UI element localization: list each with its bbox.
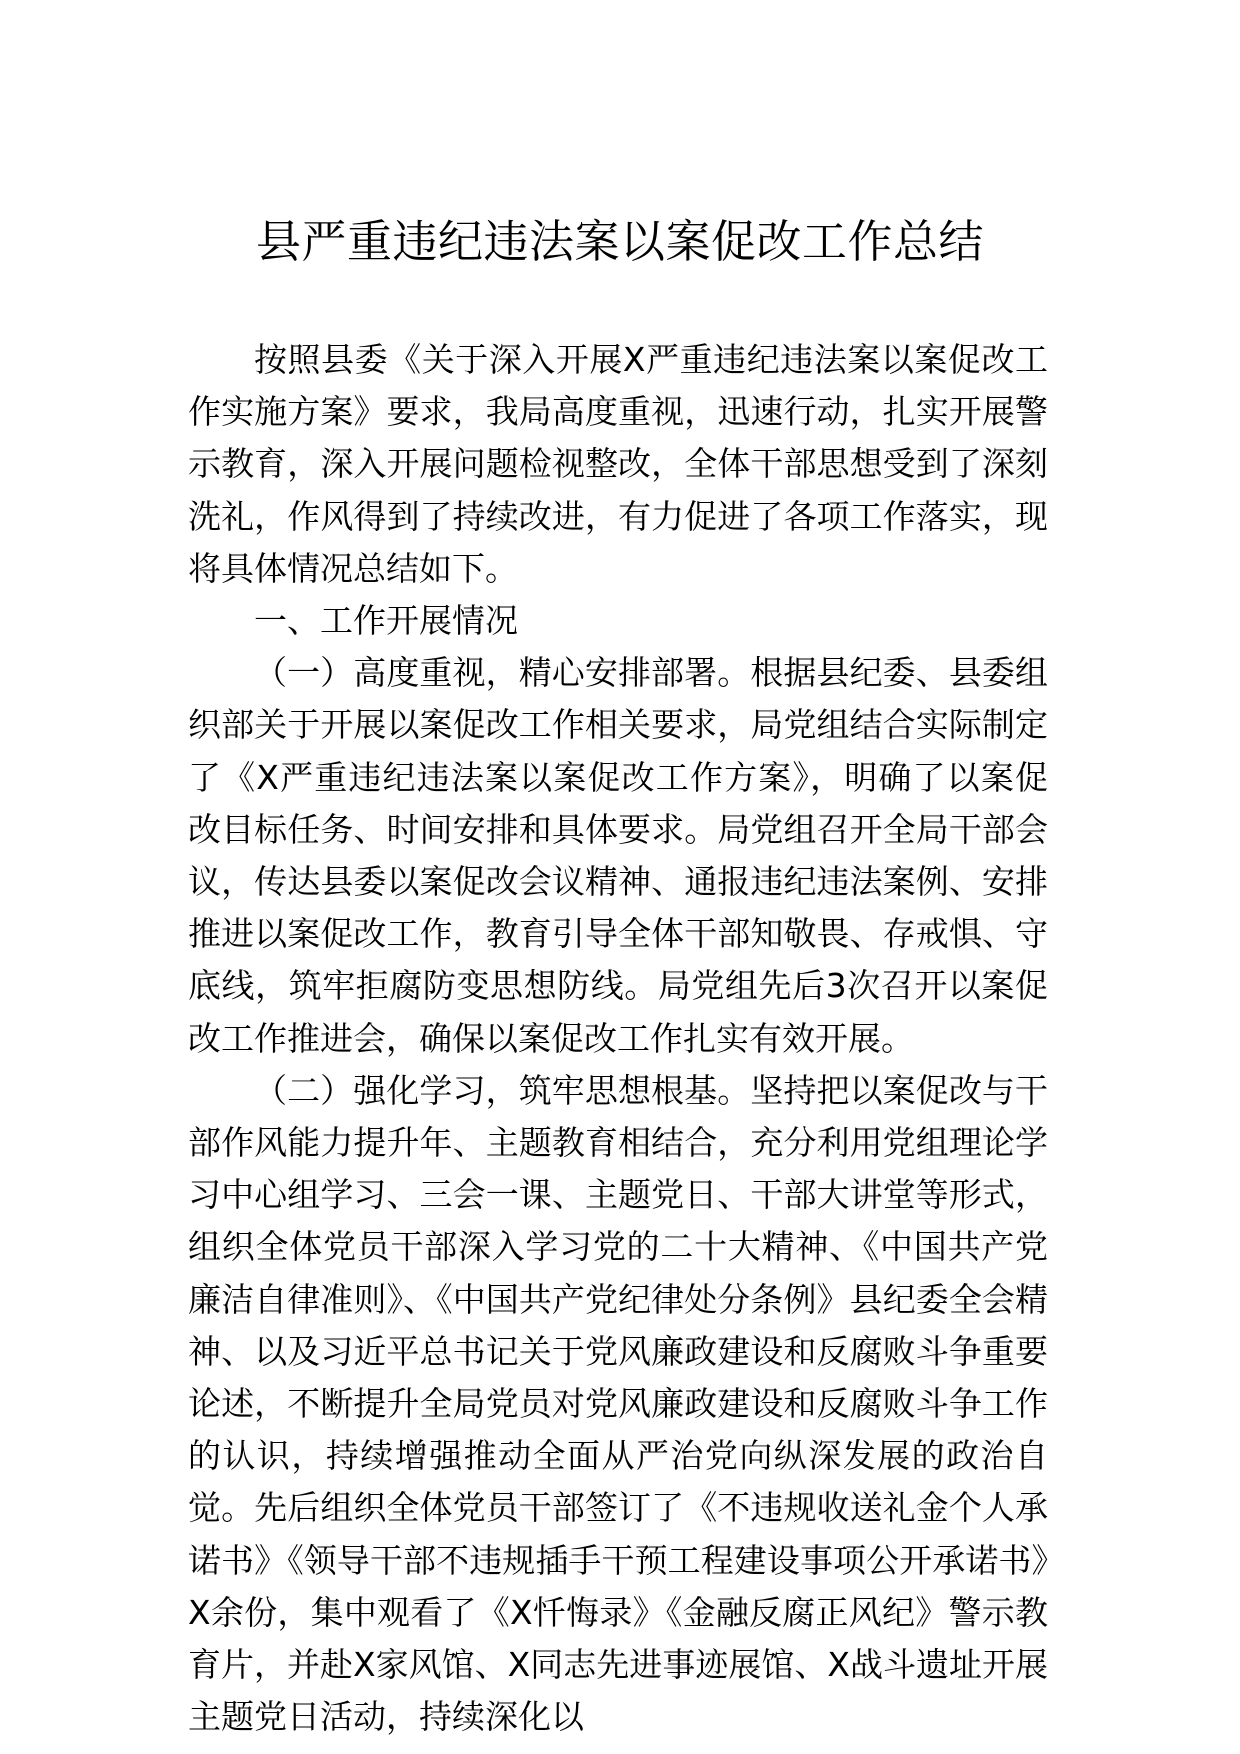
- document-body: [188, 334, 1048, 1743]
- subsection-paragraph-2: （二）强化学习，筑牢思想根基。坚持把以案促改与干部作风能力提升年、主题教育相结合，充分利用党组理论学习中心组学习、三会一课、主题党日、干部大讲堂等形式，组织全体党员干部深入学习党的二十大精神、《中国共产党廉洁自律准则》、《中国共产党纪律处分条例》县纪委全会精神、以及习近平总书记关于党风廉政建设和反腐败斗争重要论述，不断提升全局党员对党风廉政建设和反腐败斗争工作的认识，持续增强推动全面从严治党向纵深发展的政治自觉。先后组织全体党员干部签订了《不违规收送礼金个人承诺书》《领导干部不违规插手干预工程建设事项公开承诺书》X余份，集中观看了《X忏悔录》《金融反腐正风纪》警示教育片，并赴X家风馆、X同志先进事迹展馆、X战斗遗址开展主题党日活动，持续深化以: [188, 1070, 1048, 1737]
- intro-paragraph: 按照县委《关于深入开展X严重违纪违法案以案促改工作实施方案》要求，我局高度重视，迅速行动，扎实开展警示教育，深入开展问题检视整改，全体干部思想受到了深刻洗礼，作风得到了持续改进，有力促进了各项工作落实，现将具体情况总结如下。: [188, 340, 1048, 588]
- section-heading-work-progress: 一、工作开展情况: [254, 601, 518, 641]
- subsection-paragraph-1: （一）高度重视，精心安排部署。根据县纪委、县委组织部关于开展以案促改工作相关要求，局党组结合实际制定了《X严重违纪违法案以案促改工作方案》，明确了以案促改目标任务、时间安排和具体要求。局党组召开全局干部会议，传达县委以案促改会议精神、通报违纪违法案例、安排推进以案促改工作，教育引导全体干部知敬畏、存戒惧、守底线，筑牢拒腐防变思想防线。局党组先后3次召开以案促改工作推进会，确保以案促改工作扎实有效开展。: [188, 653, 1048, 1058]
- document-title: 县严重违纪违法案以案促改工作总结: [255, 215, 984, 268]
